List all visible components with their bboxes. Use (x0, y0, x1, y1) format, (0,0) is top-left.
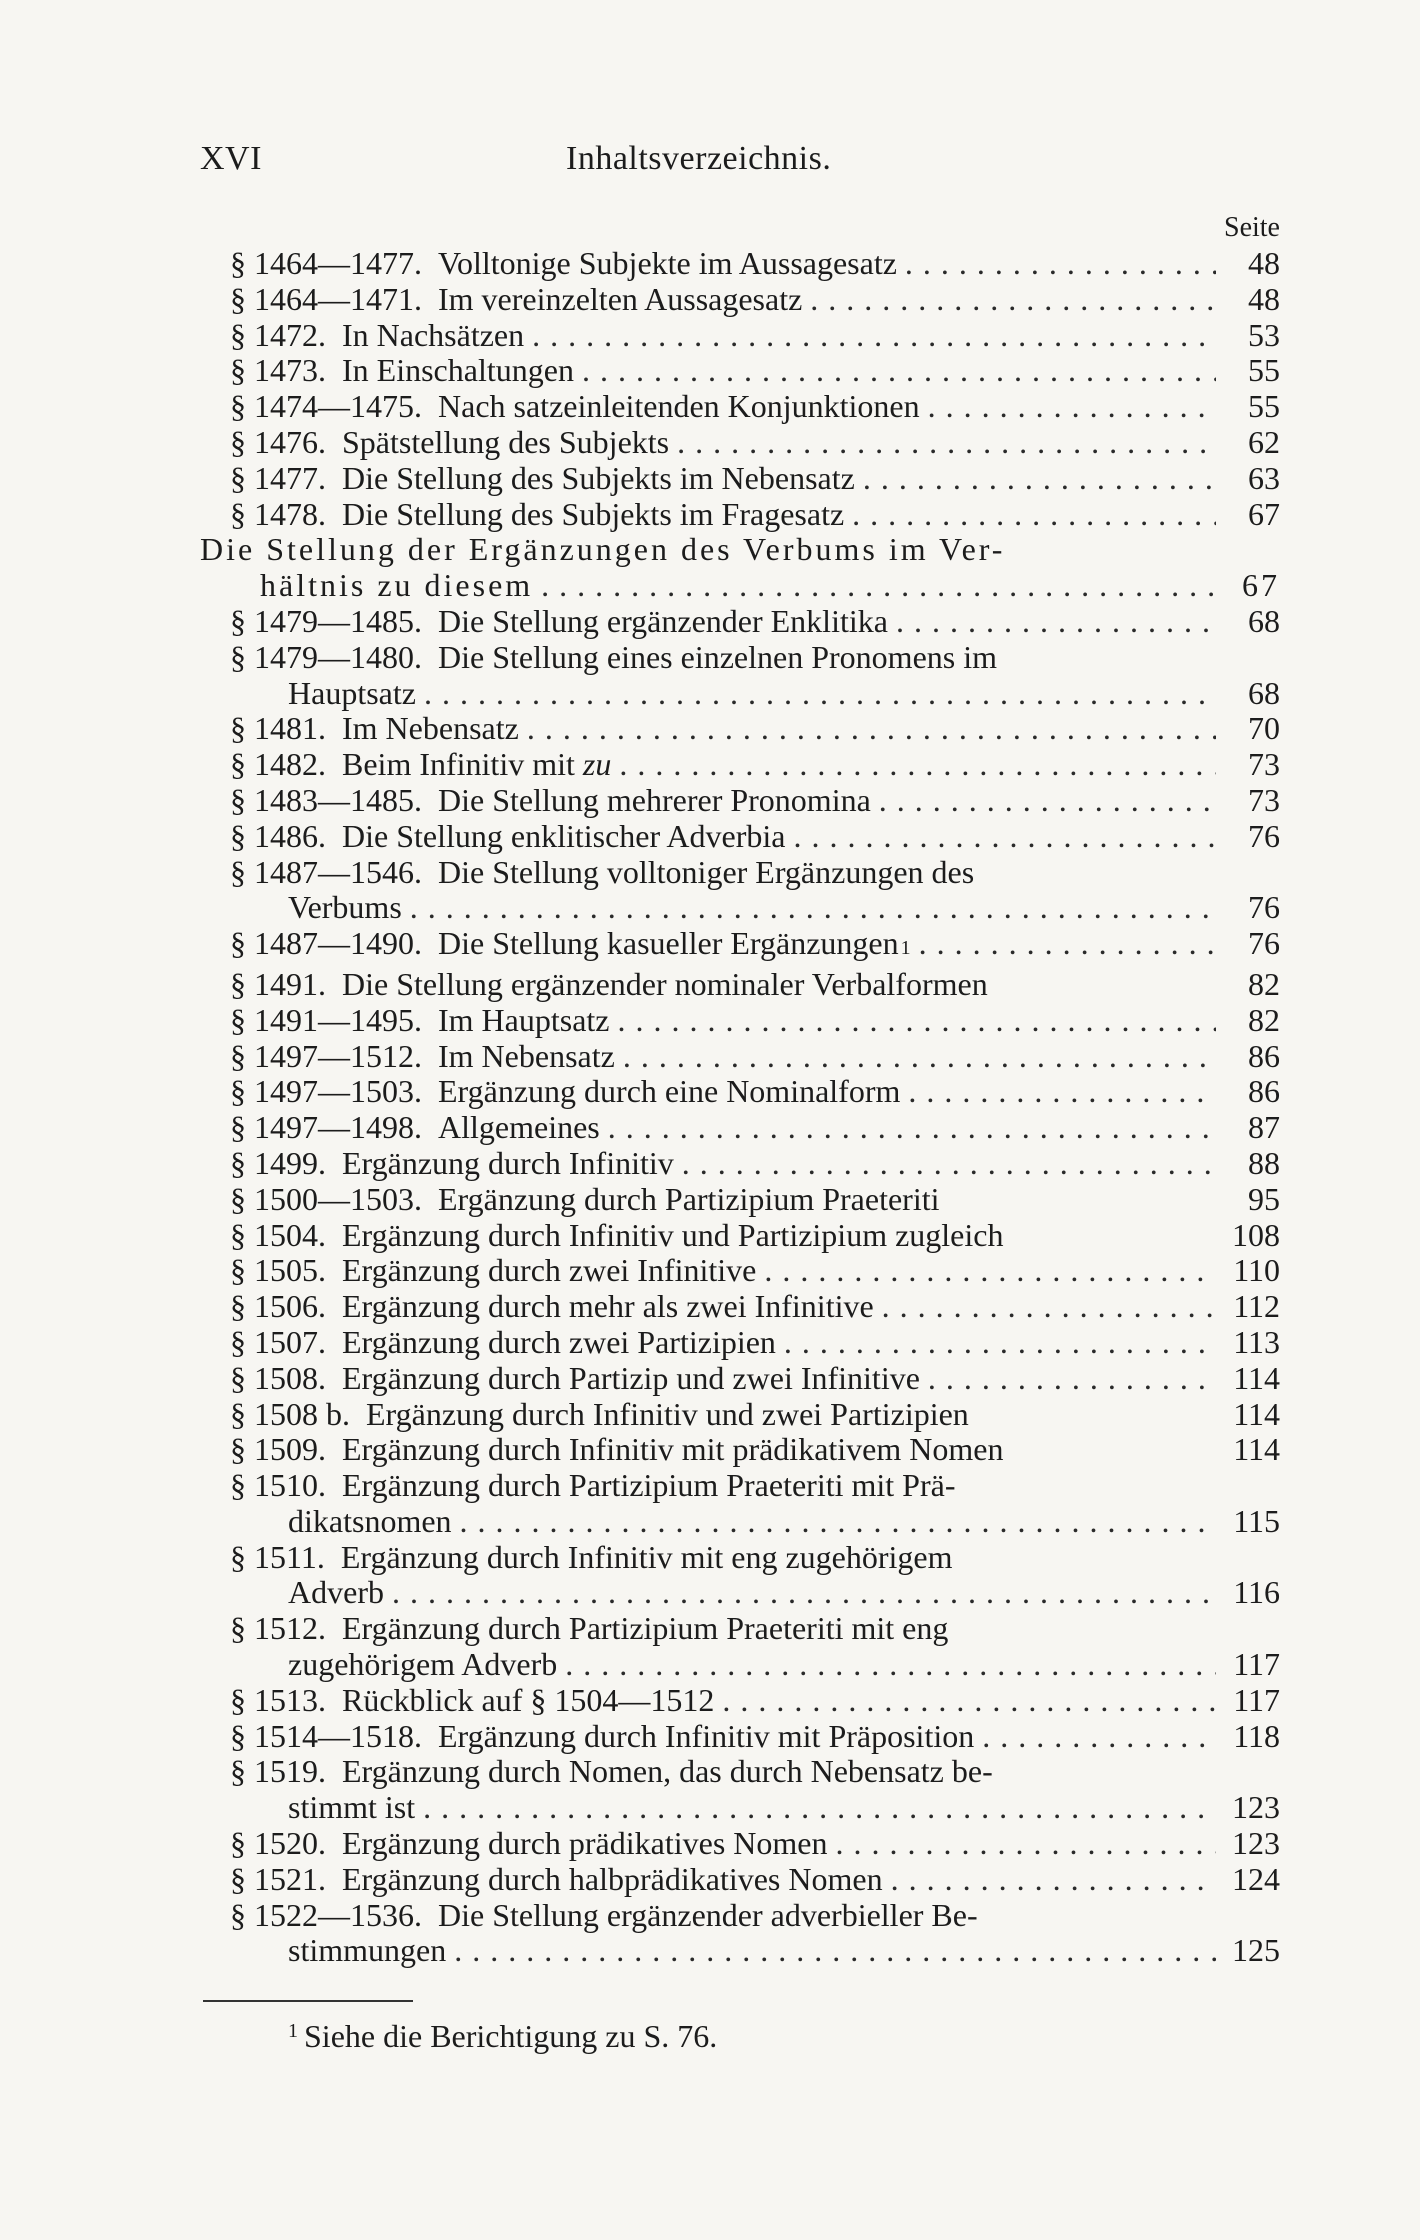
toc-entry-wrapped (200, 1898, 1280, 1970)
toc-section: § 1483—1485. (230, 781, 422, 818)
toc-page: 76 (1248, 925, 1280, 962)
toc-section: § 1500—1503. (230, 1180, 422, 1217)
toc-page: 88 (1248, 1144, 1280, 1181)
footnote (288, 2018, 717, 2055)
toc-page: 95 (1248, 1180, 1280, 1217)
leader-dots (623, 1039, 1216, 1075)
toc-page: 63 (1248, 459, 1280, 496)
toc-page: 115 (1233, 1502, 1280, 1539)
toc-section: § 1472. (230, 316, 326, 353)
toc-section: § 1481. (230, 710, 326, 747)
toc-title: Ergänzung durch zwei Infinitive (342, 1252, 757, 1289)
leader-dots (852, 497, 1216, 533)
toc-entry (200, 1146, 1280, 1182)
leader-dots (410, 890, 1216, 926)
toc-section: § 1508 b. (230, 1395, 350, 1432)
toc-section: § 1479—1485. (230, 602, 422, 639)
toc-title-cont: zugehörigem Adverb (288, 1646, 558, 1683)
toc-entry (200, 819, 1280, 855)
toc-section: § 1504. (230, 1216, 326, 1253)
leader-dots (454, 1933, 1216, 1969)
toc-page: 68 (1248, 674, 1280, 711)
toc-entry-wrapped (200, 1754, 1280, 1826)
toc-title: Im vereinzelten Aussagesatz (438, 280, 803, 317)
toc-title: Ergänzung durch Partizipium Praeteriti (438, 1180, 940, 1217)
toc-entry (200, 711, 1280, 747)
toc-entry-wrapped (200, 640, 1280, 712)
toc-section: § 1478. (230, 495, 326, 532)
toc-entry (200, 1289, 1280, 1325)
footnote-rule (203, 2000, 413, 2002)
toc-title: Ergänzung durch Partizipium Praeteriti mit eng (342, 1610, 949, 1647)
toc-entry (200, 1325, 1280, 1361)
toc-title: Ergänzung durch Nomen, das durch Nebensatz be- (342, 1753, 993, 1790)
leader-dots (619, 747, 1216, 783)
toc-section: § 1487—1490. (230, 925, 422, 962)
toc-entry (200, 1218, 1280, 1254)
toc-page: 114 (1233, 1431, 1280, 1468)
leader-dots (532, 318, 1216, 354)
toc-title: Ergänzung durch Infinitiv und Partizipium zugleich (342, 1216, 1004, 1253)
leader-dots (908, 1074, 1216, 1110)
leader-dots (424, 676, 1216, 712)
toc-section: § 1473. (230, 352, 326, 389)
toc-title: Die Stellung kasueller Ergänzungen (438, 925, 899, 962)
toc-title: Ergänzung durch eine Nominalform (438, 1073, 901, 1110)
toc-page: 117 (1233, 1646, 1280, 1683)
toc-title-cont: stimmungen (288, 1932, 447, 1969)
toc-title: Volltonige Subjekte im Aussagesatz (438, 245, 897, 281)
toc-page: 53 (1248, 316, 1280, 353)
toc-title: Ergänzung durch halbprädikatives Nomen (342, 1860, 883, 1897)
toc-entry (200, 1826, 1280, 1862)
toc-section: § 1505. (230, 1252, 326, 1289)
toc-section: § 1508. (230, 1359, 326, 1396)
toc-title: Spätstellung des Subjekts (342, 423, 670, 460)
toc-page: 86 (1248, 1073, 1280, 1110)
toc-section: § 1497—1503. (230, 1073, 422, 1110)
toc-entry (200, 1361, 1280, 1397)
toc-title: Im Nebensatz (438, 1037, 615, 1074)
toc-section: § 1479—1480. (230, 638, 422, 675)
toc-section: § 1507. (230, 1323, 326, 1360)
toc-page: 73 (1248, 781, 1280, 818)
toc-entry-wrapped (200, 1611, 1280, 1683)
toc-page: 76 (1248, 817, 1280, 854)
toc-title-cont: stimmt ist (288, 1789, 416, 1826)
toc-page: 117 (1233, 1681, 1280, 1718)
toc-entry-wrapped (200, 1468, 1280, 1540)
toc-page: 68 (1248, 602, 1280, 639)
toc-title: Beim Infinitiv mit (342, 746, 575, 783)
toc-title: Allgemeines (438, 1109, 600, 1146)
leader-dots (541, 568, 1216, 604)
toc-entry (200, 389, 1280, 425)
toc-title: Ergänzung durch prädikatives Nomen (342, 1825, 828, 1862)
toc-page: 113 (1233, 1323, 1280, 1360)
toc-entry (200, 783, 1280, 819)
toc-entry (200, 1110, 1280, 1146)
toc-title: Im Nebensatz (342, 710, 519, 747)
toc-page: 116 (1233, 1574, 1280, 1611)
toc-title: In Einschaltungen (342, 352, 574, 389)
toc-title: Die Stellung des Subjekts im Nebensatz (342, 459, 855, 496)
toc-page: 70 (1248, 710, 1280, 747)
toc-page: 82 (1248, 1001, 1280, 1038)
toc-entry (200, 1683, 1280, 1719)
toc-title: Die Stellung mehrerer Pronomina (438, 781, 871, 818)
toc-title-cont: Hauptsatz (288, 674, 416, 711)
toc-section: § 1491. (230, 965, 326, 1002)
leader-dots (928, 1361, 1216, 1397)
leader-dots (565, 1647, 1216, 1683)
toc-section: § 1521. (230, 1860, 326, 1897)
toc-title: Die Stellung enklitischer Adverbia (342, 817, 786, 854)
toc-page: 62 (1248, 423, 1280, 460)
toc-page: 114 (1233, 1359, 1280, 1396)
toc-title-italic: zu (582, 746, 612, 783)
toc-page: 108 (1232, 1216, 1280, 1253)
toc-entry (200, 1182, 1280, 1218)
leader-dots (677, 425, 1216, 461)
toc-section: § 1512. (230, 1610, 326, 1647)
toc-section: § 1497—1512. (230, 1037, 422, 1074)
toc-page: 67 (1248, 495, 1280, 532)
toc-entry (200, 1253, 1280, 1289)
leader-dots (891, 1862, 1216, 1898)
toc-title: Ergänzung durch zwei Partizipien (342, 1323, 776, 1360)
toc-page: 112 (1233, 1288, 1280, 1325)
toc-page: 76 (1248, 889, 1280, 926)
toc-title: Ergänzung durch Infinitiv mit eng zugehörigem (340, 1538, 953, 1575)
toc-title: Ergänzung durch Partizipium Praeteriti mit Prä- (342, 1467, 956, 1504)
seite-label: Seite (1224, 212, 1280, 243)
toc-page: 118 (1233, 1717, 1280, 1754)
toc-page: 48 (1248, 280, 1280, 317)
toc-section: § 1476. (230, 423, 326, 460)
toc-section: § 1499. (230, 1144, 326, 1181)
leader-dots (423, 1790, 1216, 1826)
toc-section: § 1509. (230, 1431, 326, 1468)
leader-dots (982, 1719, 1216, 1755)
page-number-roman: XVI (200, 140, 262, 177)
toc-page: 87 (1248, 1109, 1280, 1146)
leader-dots (879, 783, 1216, 819)
toc-entry (200, 1003, 1280, 1039)
footnote-text: Siehe die Berichtigung zu S. 76. (304, 2018, 718, 2054)
toc-entry-wrapped (200, 855, 1280, 927)
toc-entry (200, 604, 1280, 640)
leader-dots (722, 1683, 1216, 1719)
toc-section: § 1511. (230, 1538, 325, 1575)
toc-section: § 1519. (230, 1753, 326, 1790)
toc-title: Ergänzung durch mehr als zwei Infinitive (342, 1288, 874, 1325)
toc-title: Die Stellung ergänzender adverbieller Be- (438, 1896, 978, 1933)
heading-line1: Die Stellung der Ergänzungen des Verbums im Ver- (200, 531, 1006, 568)
toc-entry (200, 967, 1280, 1003)
leader-dots (896, 604, 1216, 640)
toc-entry (200, 1432, 1280, 1468)
toc-section: § 1487—1546. (230, 853, 422, 890)
toc-entry (200, 246, 1280, 282)
leader-dots (810, 282, 1216, 318)
toc-title: Die Stellung volltoniger Ergänzungen des (438, 853, 975, 890)
toc-title: Ergänzung durch Infinitiv (342, 1144, 674, 1181)
toc-section: § 1513. (230, 1681, 326, 1718)
toc-page: 73 (1248, 746, 1280, 783)
leader-dots (863, 461, 1216, 497)
toc-section: § 1486. (230, 817, 326, 854)
leader-dots (527, 711, 1216, 747)
leader-dots (905, 246, 1216, 282)
leader-dots (682, 1146, 1216, 1182)
toc-section: § 1474—1475. (230, 388, 422, 425)
toc-section: § 1464—1477. (230, 245, 422, 281)
toc-entry (200, 425, 1280, 461)
toc-title: Ergänzung durch Infinitiv und zwei Partizipien (366, 1395, 969, 1432)
toc-section: § 1522—1536. (230, 1896, 422, 1933)
toc-entry (200, 282, 1280, 318)
toc-section: § 1506. (230, 1288, 326, 1325)
toc-page: 86 (1248, 1037, 1280, 1074)
leader-dots (618, 1003, 1217, 1039)
table-of-contents (200, 210, 1280, 1969)
toc-entry (200, 318, 1280, 354)
toc-title: Ergänzung durch Infinitiv mit prädikativem Nomen (342, 1431, 1004, 1468)
toc-title: Im Hauptsatz (438, 1001, 610, 1038)
toc-page: 48 (1248, 245, 1280, 281)
leader-dots (793, 819, 1216, 855)
leader-dots (919, 926, 1216, 962)
toc-page: 125 (1232, 1932, 1280, 1969)
toc-page: 123 (1232, 1789, 1280, 1826)
toc-section: § 1520. (230, 1825, 326, 1862)
toc-entry (200, 747, 1280, 783)
leader-dots (460, 1504, 1216, 1540)
toc-section: § 1497—1498. (230, 1109, 422, 1146)
toc-title: Nach satzeinleitenden Konjunktionen (438, 388, 920, 425)
leader-dots (835, 1826, 1216, 1862)
toc-title-cont: dikatsnomen (288, 1502, 452, 1539)
toc-title-cont: Adverb (288, 1574, 384, 1611)
footnote-mark: 1 (288, 2020, 298, 2042)
toc-title: Die Stellung ergänzender Enklitika (438, 602, 888, 639)
leader-dots (764, 1253, 1216, 1289)
leader-dots (608, 1110, 1216, 1146)
toc-title: In Nachsätzen (342, 316, 525, 353)
toc-page: 124 (1232, 1860, 1280, 1897)
toc-entry (200, 1397, 1280, 1433)
toc-section: § 1482. (230, 746, 326, 783)
leader-dots (928, 389, 1216, 425)
toc-entry (200, 1862, 1280, 1898)
toc-section: § 1464—1471. (230, 280, 422, 317)
leader-dots (392, 1575, 1216, 1611)
toc-entry (200, 353, 1280, 389)
toc-page: 55 (1248, 352, 1280, 389)
toc-heading (200, 532, 1280, 604)
toc-page: 55 (1248, 388, 1280, 425)
toc-title: Ergänzung durch Partizip und zwei Infinitive (342, 1359, 920, 1396)
running-title: Inhaltsverzeichnis. (566, 140, 832, 177)
toc-entry (200, 1074, 1280, 1110)
toc-section: § 1514—1518. (230, 1717, 422, 1754)
toc-section: § 1477. (230, 459, 326, 496)
toc-entry (200, 1719, 1280, 1755)
toc-title: Die Stellung ergänzender nominaler Verbalformen (342, 965, 988, 1002)
toc-page: 82 (1248, 965, 1280, 1002)
footnote-mark: 1 (900, 937, 911, 960)
heading-line2: hältnis zu diesem (260, 567, 534, 604)
toc-section: § 1491—1495. (230, 1001, 422, 1038)
leader-dots (784, 1325, 1216, 1361)
toc-entry (200, 497, 1280, 533)
toc-entry (200, 1039, 1280, 1075)
toc-title: Rückblick auf § 1504—1512 (342, 1681, 715, 1718)
toc-title: Ergänzung durch Infinitiv mit Präposition (438, 1717, 975, 1754)
toc-page: 123 (1232, 1825, 1280, 1862)
toc-page: 67 (1242, 567, 1280, 604)
toc-page: 110 (1233, 1252, 1280, 1289)
toc-title-cont: Verbums (288, 889, 402, 926)
toc-section: § 1510. (230, 1467, 326, 1504)
toc-page: 114 (1233, 1395, 1280, 1432)
leader-dots (582, 353, 1216, 389)
toc-title: Die Stellung des Subjekts im Fragesatz (342, 495, 845, 532)
toc-title: Die Stellung eines einzelnen Pronomens im (438, 638, 997, 675)
toc-entry (200, 461, 1280, 497)
toc-entry-wrapped (200, 1540, 1280, 1612)
toc-entry (200, 926, 1280, 967)
leader-dots (882, 1289, 1216, 1325)
